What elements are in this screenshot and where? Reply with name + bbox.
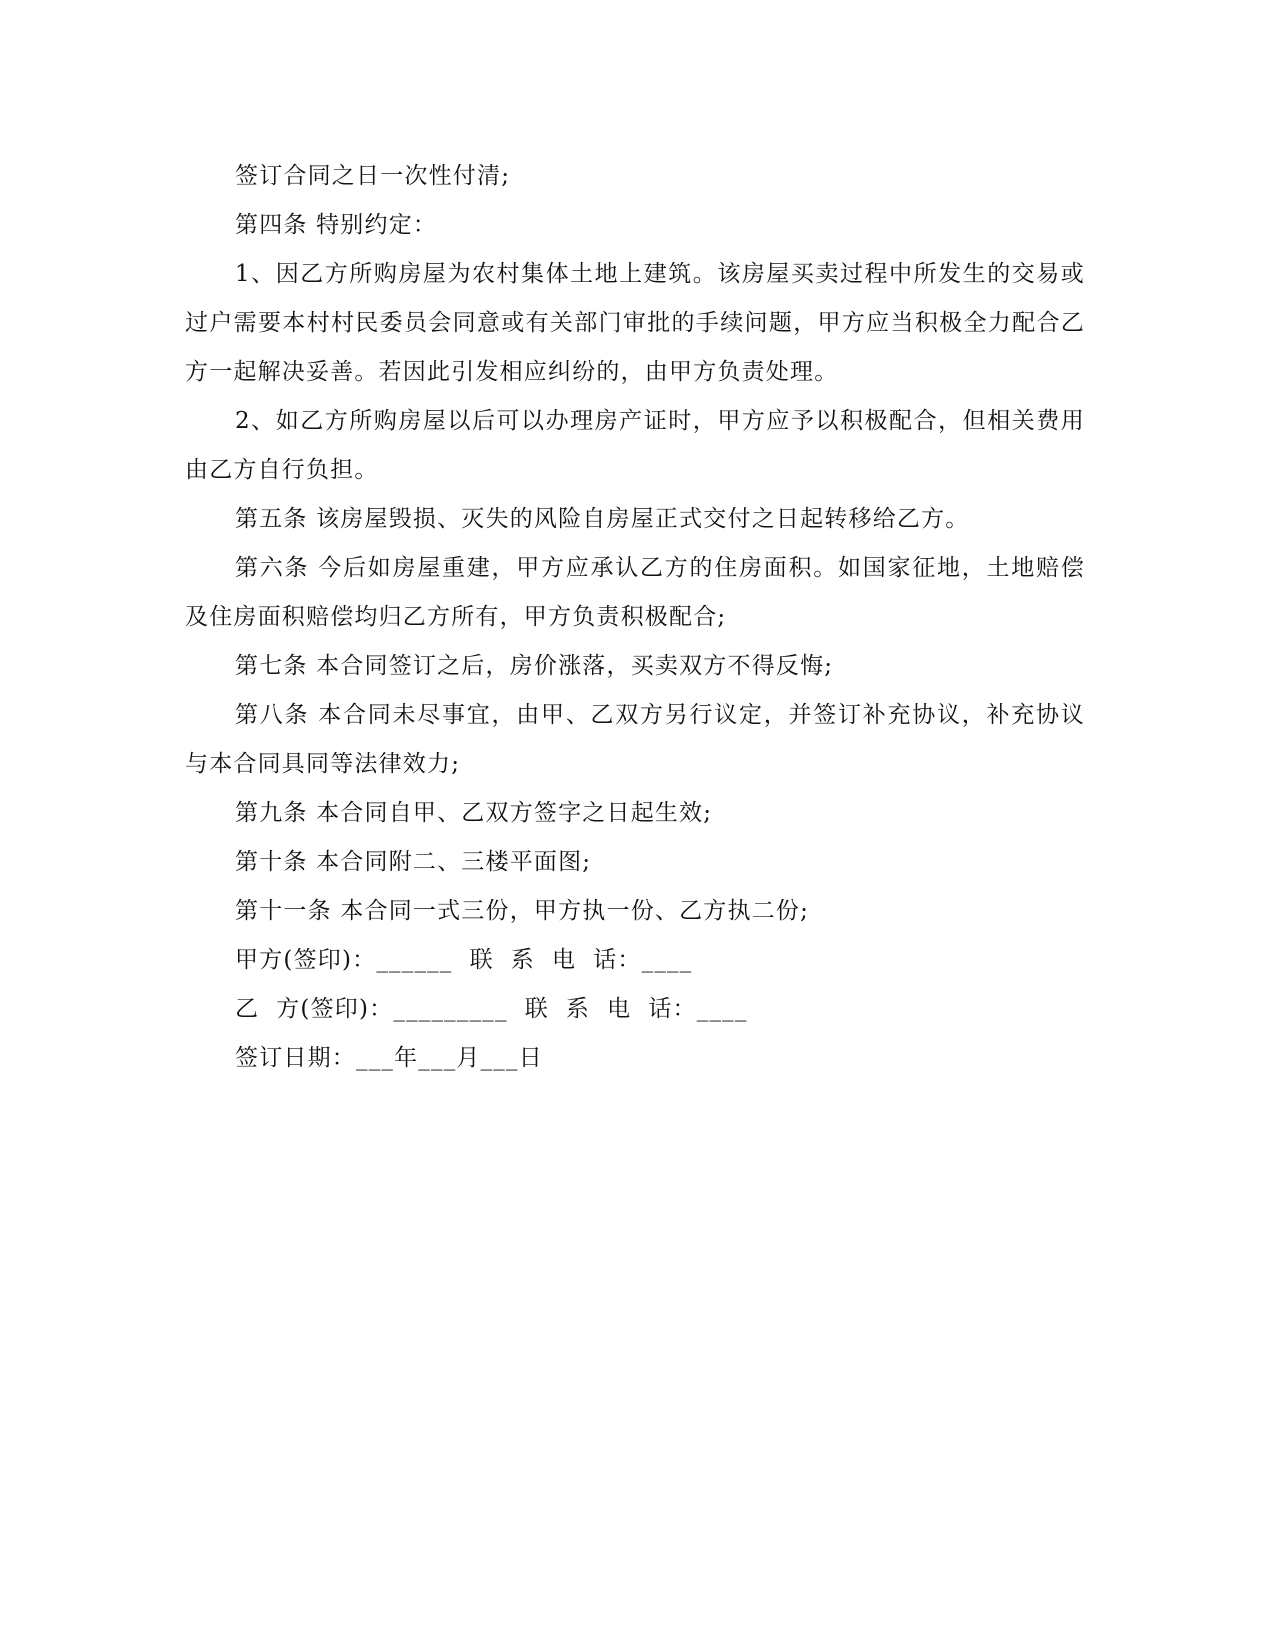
signing-date: 签订日期：___年___月___日 [235,1045,543,1071]
clause-4-item-2: 2、如乙方所购房屋以后可以办理房产证时，甲方应予以积极配合，但相关费用由乙方自行负担。 [185,408,1085,483]
clause-4-item-1: 1、因乙方所购房屋为农村集体土地上建筑。该房屋买卖过程中所发生的交易或过户需要本村村民委员会同意或有关部门审批的手续问题，甲方应当积极全力配合乙方一起解决妥善。若因此引发相应纠纷的，由甲方负责处理。 [185,261,1085,385]
signature-party-a: 甲方(签印)：______ 联 系 电 话：____ [235,947,693,973]
clause-9: 第九条 本合同自甲、乙双方签字之日起生效; [235,800,713,826]
clause-8: 第八条 本合同未尽事宜，由甲、乙双方另行议定，并签订补充协议，补充协议与本合同具同等法律效力; [185,702,1085,777]
clause-5: 第五条 该房屋毁损、灭失的风险自房屋正式交付之日起转移给乙方。 [235,506,970,532]
clause-7: 第七条 本合同签订之后，房价涨落，买卖双方不得反悔; [235,653,834,679]
contract-body [185,152,1085,1083]
clause-payment-tail: 签订合同之日一次性付清; [235,163,511,189]
clause-4-heading: 第四条 特别约定： [235,212,438,238]
clause-6: 第六条 今后如房屋重建，甲方应承认乙方的住房面积。如国家征地，土地赔偿及住房面积赔偿均归乙方所有，甲方负责积极配合; [185,555,1085,630]
signature-party-b: 乙 方(签印)：_________ 联 系 电 话：____ [235,996,748,1022]
clause-11: 第十一条 本合同一式三份，甲方执一份、乙方执二份; [235,898,810,924]
clause-10: 第十条 本合同附二、三楼平面图; [235,849,592,875]
